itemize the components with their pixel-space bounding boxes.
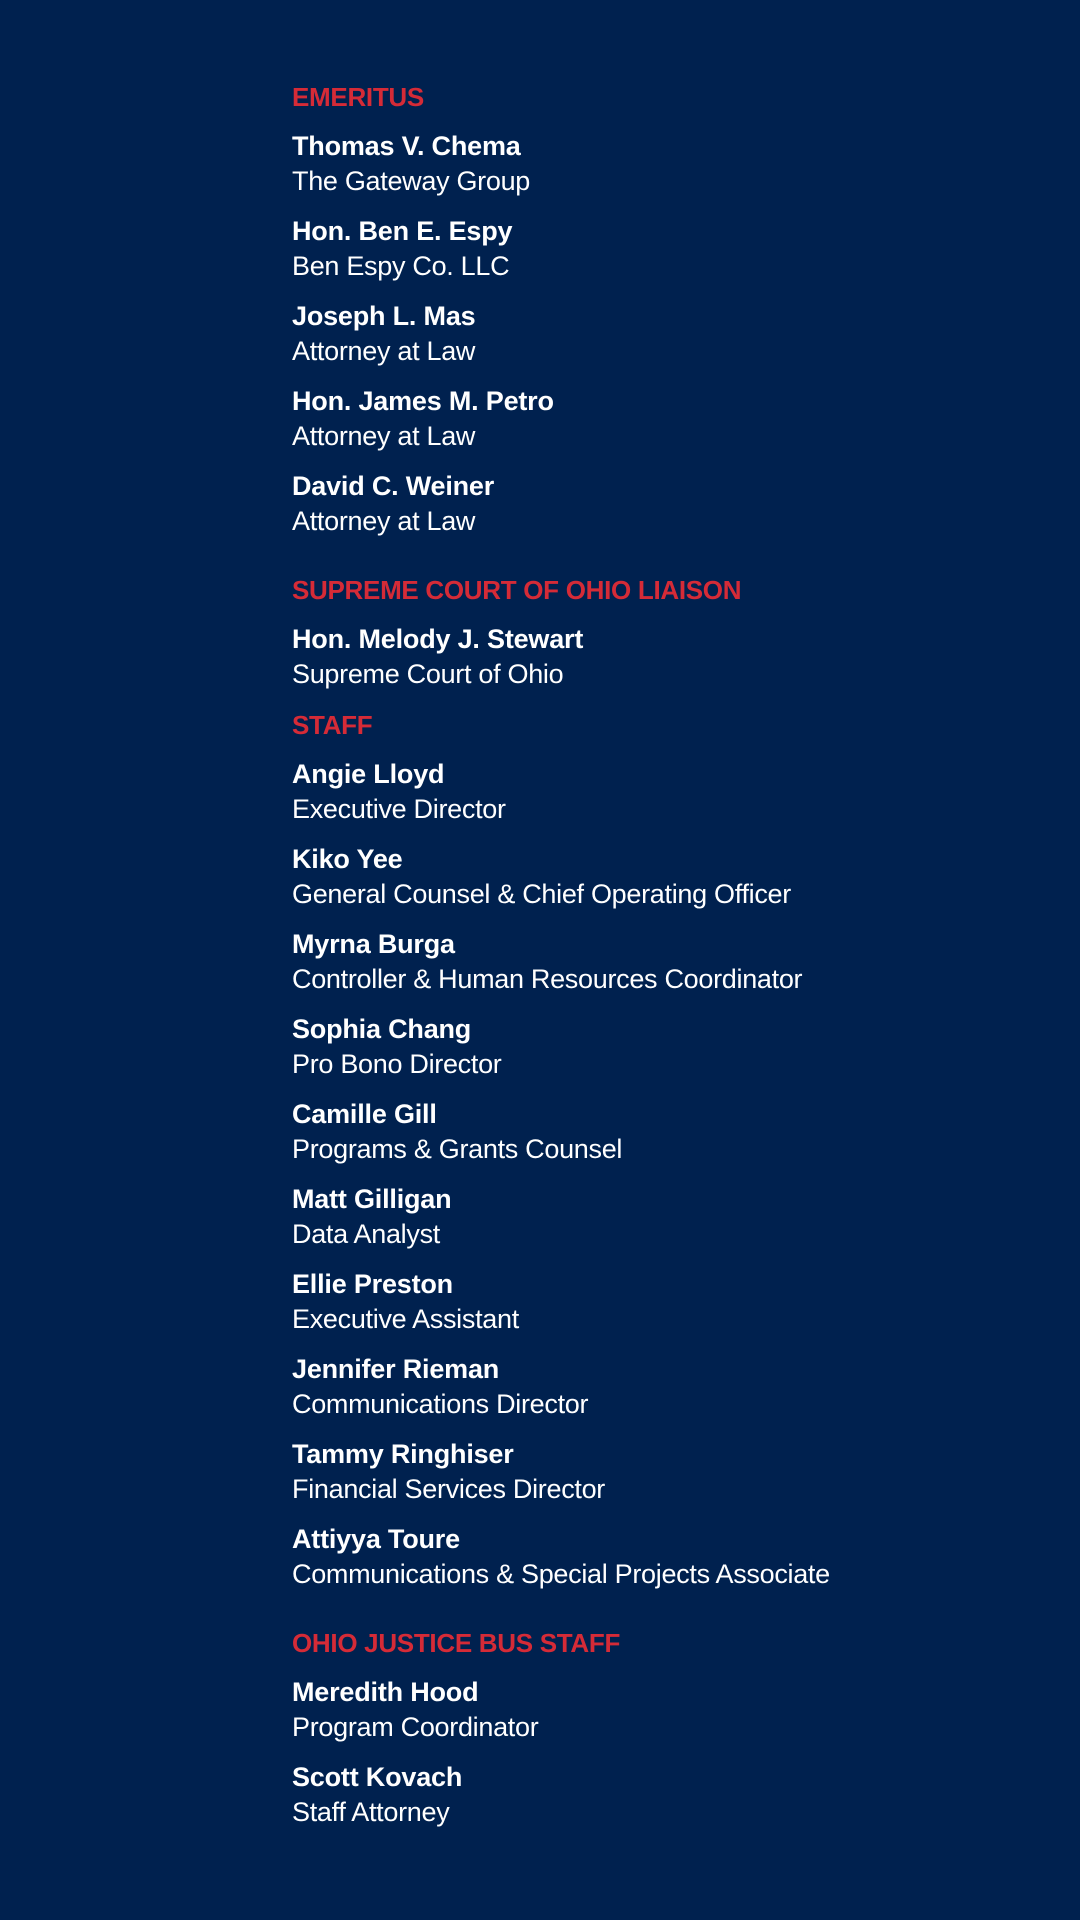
person-entry — [292, 927, 1052, 997]
person-entry — [292, 299, 1052, 369]
section-emeritus — [292, 82, 1052, 554]
person-entry — [292, 842, 1052, 912]
person-entry — [292, 757, 1052, 827]
person-name: Kiko Yee — [292, 844, 403, 874]
person-name: Sophia Chang — [292, 1014, 472, 1044]
person-entry — [292, 622, 1052, 692]
person-name: Jennifer Rieman — [292, 1354, 500, 1384]
person-role: Communications & Special Projects Associate — [292, 1559, 830, 1589]
person-entry — [292, 1760, 1052, 1830]
person-entry — [292, 1012, 1052, 1082]
section-heading: EMERITUS — [292, 82, 424, 112]
person-name: Camille Gill — [292, 1099, 437, 1129]
person-name: Hon. Melody J. Stewart — [292, 624, 584, 654]
section-heading: SUPREME COURT OF OHIO LIAISON — [292, 575, 742, 605]
person-role: Attorney at Law — [292, 506, 476, 536]
section-staff — [292, 710, 1052, 1607]
person-entry — [292, 1182, 1052, 1252]
person-entry — [292, 1267, 1052, 1337]
person-role: Communications Director — [292, 1389, 589, 1419]
person-name: Attiyya Toure — [292, 1524, 460, 1554]
person-name: Ellie Preston — [292, 1269, 453, 1299]
person-name: Meredith Hood — [292, 1677, 479, 1707]
person-entry — [292, 1522, 1052, 1592]
person-role: Ben Espy Co. LLC — [292, 251, 510, 281]
person-entry — [292, 1437, 1052, 1507]
section-heading: OHIO JUSTICE BUS STAFF — [292, 1628, 621, 1658]
person-name: Hon. Ben E. Espy — [292, 216, 513, 246]
person-entry — [292, 1097, 1052, 1167]
person-role: Executive Director — [292, 794, 506, 824]
person-role: Supreme Court of Ohio — [292, 659, 564, 689]
section-ohio-justice-bus-staff — [292, 1628, 1052, 1845]
section-supreme-court-liaison — [292, 575, 1052, 707]
person-name: Matt Gilligan — [292, 1184, 452, 1214]
person-entry — [292, 384, 1052, 454]
person-role: Controller & Human Resources Coordinator — [292, 964, 803, 994]
person-name: Myrna Burga — [292, 929, 455, 959]
person-role: Attorney at Law — [292, 336, 476, 366]
person-entry — [292, 469, 1052, 539]
section-heading: STAFF — [292, 710, 373, 740]
person-role: Programs & Grants Counsel — [292, 1134, 623, 1164]
person-role: Executive Assistant — [292, 1304, 519, 1334]
person-role: Attorney at Law — [292, 421, 476, 451]
person-role: Program Coordinator — [292, 1712, 539, 1742]
person-role: Pro Bono Director — [292, 1049, 502, 1079]
person-role: General Counsel & Chief Operating Officer — [292, 879, 791, 909]
person-name: Tammy Ringhiser — [292, 1439, 514, 1469]
person-entry — [292, 1675, 1052, 1745]
person-name: Scott Kovach — [292, 1762, 463, 1792]
person-name: Thomas V. Chema — [292, 131, 521, 161]
person-entry — [292, 214, 1052, 284]
person-name: Hon. James M. Petro — [292, 386, 554, 416]
person-entry — [292, 1352, 1052, 1422]
person-name: David C. Weiner — [292, 471, 495, 501]
person-name: Joseph L. Mas — [292, 301, 476, 331]
person-role: Financial Services Director — [292, 1474, 605, 1504]
person-role: The Gateway Group — [292, 166, 531, 196]
person-role: Staff Attorney — [292, 1797, 450, 1827]
person-role: Data Analyst — [292, 1219, 440, 1249]
person-name: Angie Lloyd — [292, 759, 445, 789]
person-entry — [292, 129, 1052, 199]
